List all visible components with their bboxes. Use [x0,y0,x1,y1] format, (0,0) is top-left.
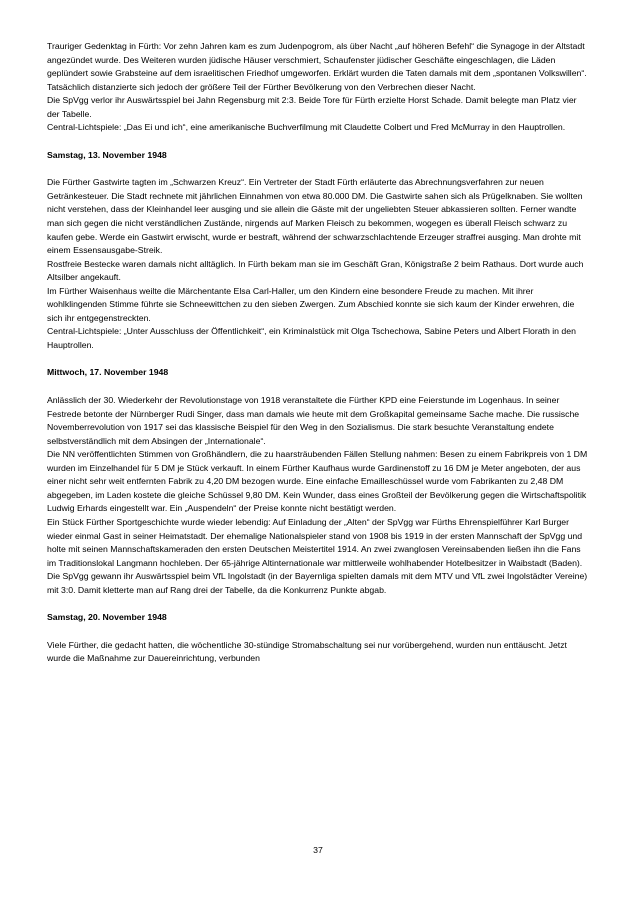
paragraph: Die NN veröffentlichten Stimmen von Großhändlern, die zu haarsträubenden Fällen Stellung nahmen: Besen zu einem Fabrikpreis von 1 DM wurden im Einzelhandel für 5 DM je Stück verkauft. In einem Fürther Kaufhaus wurde Gardinenstoff zu 16 DM je Meter angeboten, der aus einer nicht sehr weit entfernten Fabrik zu 4,20 DM bezogen wurde. Eine einfache Emailleschüssel wurde vom Fabrikanten zu 2,48 DM abgegeben, im Laden kostete die gleiche Schüssel 9,80 DM. Kein Wunder, dass eines Großteil der Bevölkerung gegen die Wirtschaftspolitik Ludwig Erhards eingestellt war. Ein „Auspendeln“ der Preise konnte nicht bestätigt werden. [47,449,588,514]
spacer [47,162,589,176]
section-heading: Samstag, 13. November 1948 [47,149,167,160]
spacer [47,597,589,611]
paragraph: Die SpVgg verlor ihr Auswärtsspiel bei Jahn Regensburg mit 2:3. Beide Tore für Fürth erzielte Horst Schade. Damit belegte man Platz vier der Tabelle. [47,95,577,119]
page-number: 37 [313,845,323,855]
section-heading: Mittwoch, 17. November 1948 [47,367,169,378]
page-content [47,40,589,666]
paragraph: Anlässlich der 30. Wiederkehr der Revolutionstage von 1918 veranstaltete die Fürther KPD eine Feierstunde im Logenhaus. In seiner Festrede betonte der Nürnberger Rudi Singer, dass man damals wie heute mit dem Großkapital gemeinsame Sache mache. Die russische Novemberrevolution von 1917 sei das klassische Beispiel für den Weg in den Sozialismus. Die stark besuchte Veranstaltung endete selbstverständlich mit dem Absingen der „Internationale“. [47,395,580,446]
paragraph: Central-Lichtspiele: „Unter Ausschluss der Öffentlichkeit“, ein Kriminalstück mit Olga Tschechowa, Sabine Peters und Albert Florath in den Hauptrollen. [47,326,576,350]
paragraph: Im Fürther Waisenhaus weilte die Märchentante Elsa Carl-Haller, um den Kindern eine besondere Freude zu machen. Mit ihrer wohlklingenden Stimme führte sie Schneewittchen zu den sieben Zwergen. Zum Abschied konnte sie sich kaum der Kinder erwehren, die sich ihr entgegenstreckten. [47,285,575,323]
paragraph: Rostfreie Bestecke waren damals nicht alltäglich. In Fürth bekam man sie im Geschäft Gran, Königstraße 2 beim Rathaus. Dort wurde auch Altsilber angekauft. [47,258,584,283]
paragraph: Die Fürther Gastwirte tagten im „Schwarzen Kreuz“. Ein Vertreter der Stadt Fürth erläuterte das Abrechnungsverfahren zur neuen Getränkesteuer. Die Stadt rechnete mit jährlichen Einnahmen von etwa 80.000 DM. Die Gastwirte sahen sich als Prügelknaben. Sie wollten nicht verstehen, dass der Kleinhandel leer ausging und sie allein die Gäste mit der ungeliebten Steuer abkassieren sollten. Ferner wandte man sich gegen die nicht verständlichen Zustände, nirgends auf Marken Fleisch zu bekommen, wogegen es überall Fleisch schwarz zu kaufen gebe. Werde ein Gastwirt erwischt, wurde er bestraft, während der schwarzschlachtende Erzeuger straffrei ausging. Man drohte mit einem Essensausgabe-Streik. [47,177,583,256]
spacer [47,380,589,394]
spacer [47,135,589,149]
section-heading: Samstag, 20. November 1948 [47,612,167,623]
spacer [47,625,589,639]
paragraph: Ein Stück Fürther Sportgeschichte wurde wieder lebendig: Auf Einladung der „Alten“ der SpVgg war Fürths Ehrenspielführer Karl Burger wieder einmal Gast in seiner Heimatstadt. Der ehemalige Nationalspieler stand von 1908 bis 1919 in der ersten Mannschaft der SpVgg und holte mit seinen Mannschaftskameraden den ersten Deutschen Meistertitel 1914. An zwei zwanglosen Vereinsabenden ließen ihn die Fans im Traditionslokal Langmann hochleben. Der 65-jährige Altinternationale war mittlerweile wohlhabender Hotelbesitzer in Waibstadt (Baden). [47,516,583,568]
spacer [47,352,589,366]
paragraph: Trauriger Gedenktag in Fürth: Vor zehn Jahren kam es zum Judenpogrom, als über Nacht „auf höheren Befehl“ die Synagoge in der Altstadt angezündet wurde. Des Weiteren wurden jüdische Häuser verschmiert, Schaufenster jüdischer Geschäfte eingeschlagen, die Läden geplündert sowie Grabsteine auf dem israelitischen Friedhof umgeworfen. Erklärt wurden die Taten damals mit dem „spontanen Volkswillen“. Tatsächlich distanzierte sich jedoch der größere Teil der Fürther Bevölkerung von den Verbrechen dieser Nacht. [47,41,587,92]
paragraph: Viele Fürther, die gedacht hatten, die wöchentliche 30-stündige Stromabschaltung sei nur vorübergehend, wurden nun enttäuscht. Jetzt wurde die Maßnahme zur Dauereinrichtung, verbunden [47,639,567,664]
paragraph: Die SpVgg gewann ihr Auswärtsspiel beim VfL Ingolstadt (in der Bayernliga spielten damals mit dem MTV und VfL zwei Ingolstädter Vereine) mit 3:0. Damit kletterte man auf Rang drei der Tabelle, da die Konkurrenz Punkte abgab. [47,571,588,595]
paragraph: Central-Lichtspiele: „Das Ei und ich“, eine amerikanische Buchverfilmung mit Claudette Colbert und Fred McMurray in den Hauptrollen. [47,122,566,133]
